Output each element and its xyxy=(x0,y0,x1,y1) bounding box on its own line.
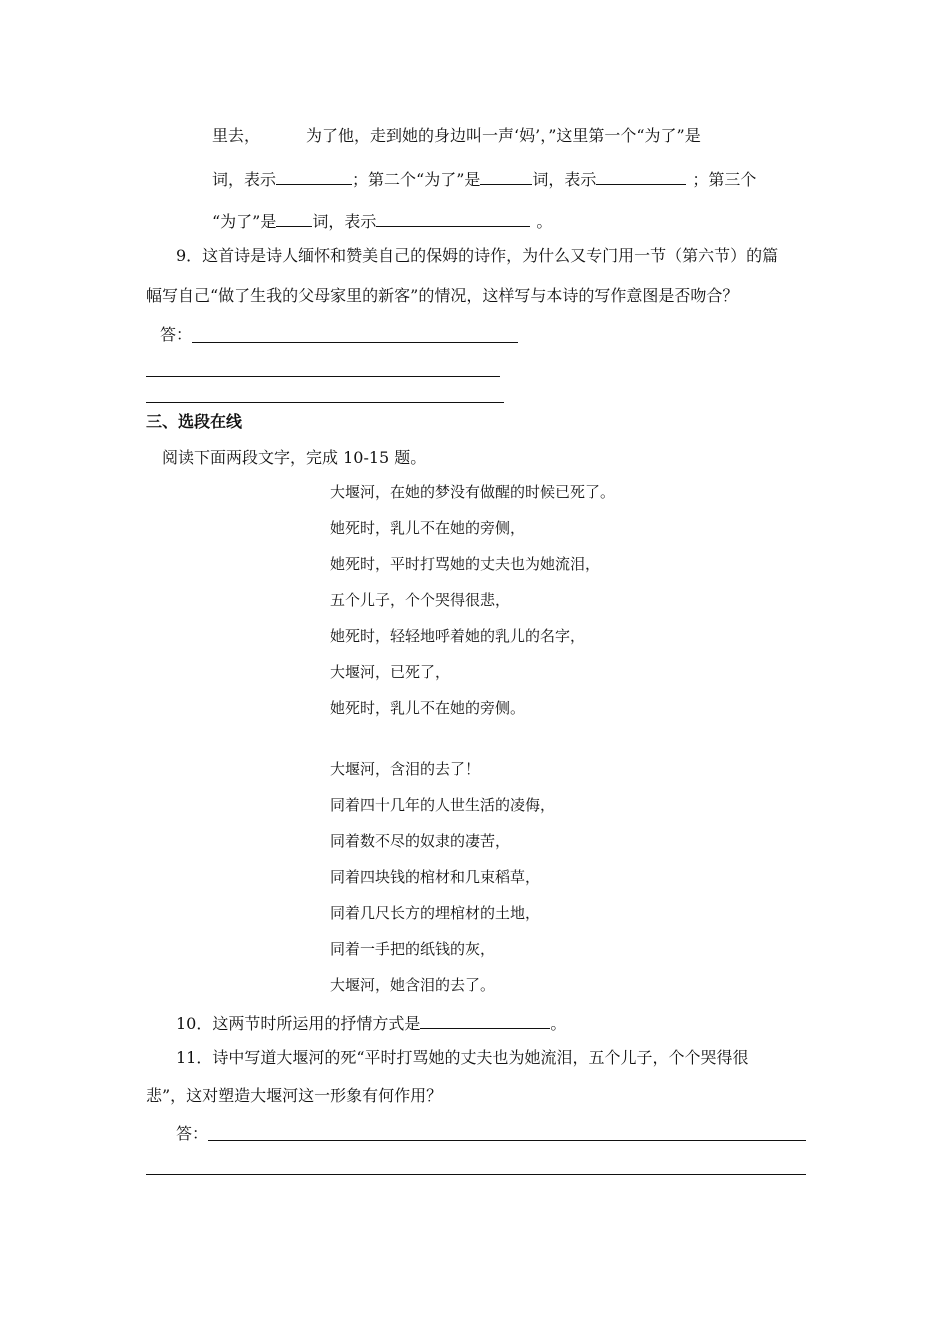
q10-line xyxy=(176,1012,566,1034)
q8-line2 xyxy=(212,168,756,190)
section-instruction: 阅读下面两段文字，完成 10-15 题。 xyxy=(162,448,427,467)
poem-stanza1-line2: 她死时，乳儿不在她的旁侧， xyxy=(330,519,526,537)
q9-answer-line-2[interactable] xyxy=(146,376,500,377)
poem-stanza2-line6: 同着一手把的纸钱的灰， xyxy=(330,940,496,958)
poem-stanza1-line7: 她死时，乳儿不在她的旁侧。 xyxy=(330,699,526,717)
poem-stanza2-line7: 大堰河，她含泪的去了。 xyxy=(330,976,496,994)
section-title: 三、选段在线 xyxy=(146,412,243,431)
poem-stanza2-line4: 同着四块钱的棺材和几束稻草， xyxy=(330,868,541,886)
q9-answer-label: 答： xyxy=(160,325,193,344)
q11-answer-line-2[interactable] xyxy=(146,1174,806,1175)
poem-stanza1-line6: 大堰河，已死了， xyxy=(330,663,451,681)
poem-stanza1-line1: 大堰河，在她的梦没有做醒的时候已死了。 xyxy=(330,483,616,501)
poem-stanza2-line3: 同着数不尽的奴隶的凄苦， xyxy=(330,832,511,850)
poem-stanza1-line4: 五个儿子，个个哭得很悲， xyxy=(330,591,511,609)
q8-line3-text-b: 词，表示 xyxy=(312,212,377,231)
q11-line1: 11．诗中写道大堰河的死“平时打骂她的丈夫也为她流泪，五个儿子，个个哭得很 xyxy=(176,1048,749,1067)
q8-line3-text-a: “为了”是 xyxy=(212,212,277,231)
poem-stanza2-line5: 同着几尺长方的埋棺材的土地， xyxy=(330,904,541,922)
q9-answer-line-3[interactable] xyxy=(146,402,504,403)
q8-line2-text-a: 词，表示 xyxy=(212,170,277,189)
q8-line2-text-c: 词，表示 xyxy=(532,170,597,189)
q10-blank[interactable] xyxy=(420,1012,550,1029)
q8-line1 xyxy=(212,126,701,146)
q8-line1-start: 里去， xyxy=(212,126,261,145)
q9-answer-line-1[interactable] xyxy=(192,342,518,343)
q8-line2-text-b: ；第二个“为了”是 xyxy=(352,170,481,189)
q8-line3 xyxy=(212,210,552,232)
q8-blank-5[interactable] xyxy=(376,210,530,227)
q8-blank-3[interactable] xyxy=(596,168,686,185)
q8-line3-text-c: 。 xyxy=(536,212,553,231)
q8-blank-2[interactable] xyxy=(480,168,532,185)
q11-answer-line-1[interactable] xyxy=(208,1140,806,1141)
q9-line2: 幅写自己“做了生我的父母家里的新客”的情况，这样写与本诗的写作意图是否吻合？ xyxy=(146,286,739,305)
q8-blank-4[interactable] xyxy=(276,210,312,227)
q8-blank-1[interactable] xyxy=(276,168,352,185)
poem-stanza2-line1: 大堰河，含泪的去了！ xyxy=(330,760,481,778)
q10-text: 10．这两节时所运用的抒情方式是 xyxy=(176,1014,421,1033)
poem-stanza2-line2: 同着四十几年的人世生活的凌侮， xyxy=(330,796,556,814)
q11-answer-label: 答： xyxy=(176,1124,209,1143)
q10-end: 。 xyxy=(550,1014,567,1033)
q11-line2: 悲”，这对塑造大堰河这一形象有何作用？ xyxy=(146,1086,443,1105)
poem-stanza1-line5: 她死时，轻轻地呼着她的乳儿的名字， xyxy=(330,627,586,645)
q8-line2-text-d: ；第三个 xyxy=(692,170,757,189)
q9-line1: 9．这首诗是诗人缅怀和赞美自己的保姆的诗作，为什么又专门用一节（第六节）的篇 xyxy=(176,246,779,265)
poem-stanza1-line3: 她死时，平时打骂她的丈夫也为她流泪， xyxy=(330,555,601,573)
q8-line1-end: 为了他，走到她的身边叫一声‘妈’，”这里第一个“为了”是 xyxy=(306,126,701,145)
